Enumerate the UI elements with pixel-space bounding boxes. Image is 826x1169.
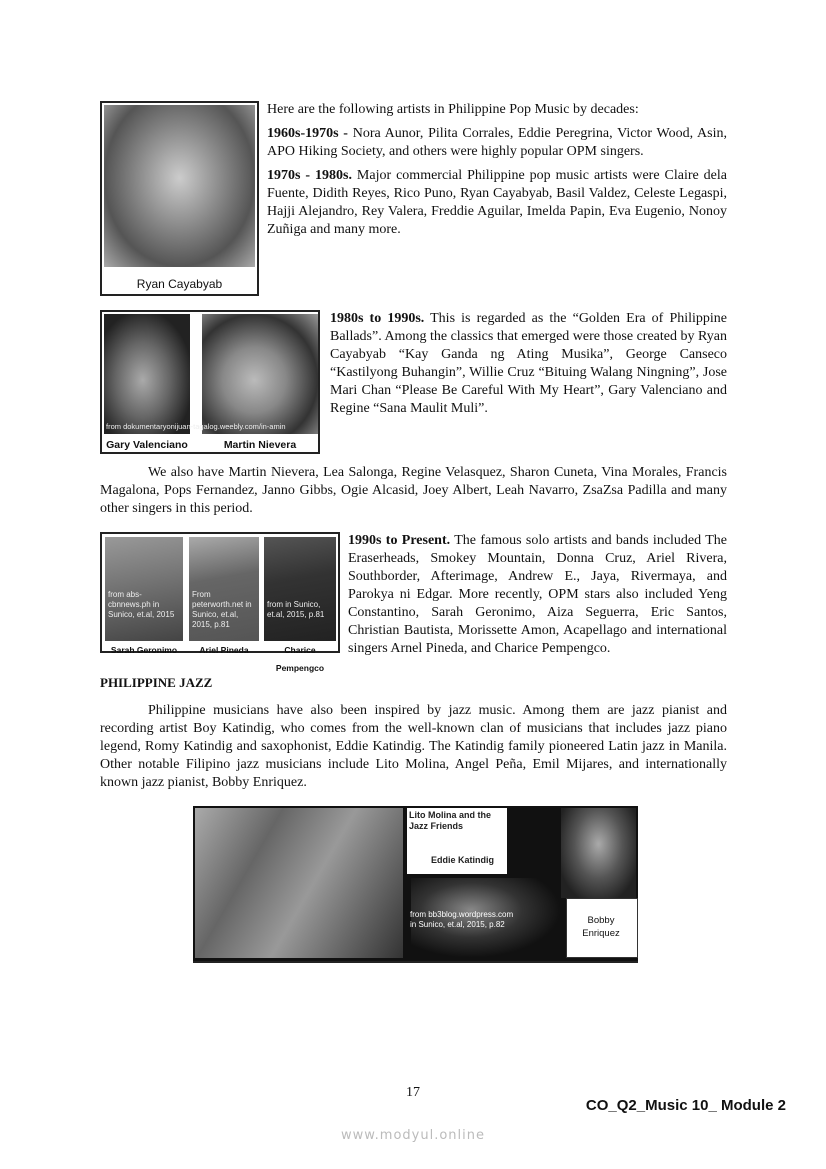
decade-1980s-1990s [330,310,727,418]
decade-label: 1980s to 1990s. [330,311,425,326]
paragraph-text: We also have Martin Nievera, Lea Salonga, Regine Velasquez, Sharon Cuneta, Vina Morales, Francis Magalona, Pops Fernandez, Janno Gibbs, Ogie Alcasid, Joey Albert, Leah Navarro, ZsaZsa Padilla and many other singers in this period. [100,465,727,516]
portrait-image [104,105,255,267]
section-1980s-1990s [330,310,727,418]
eddie-katindig-label: Eddie Katindig [431,855,494,865]
page-content [100,101,727,963]
module-label: CO_Q2_Music 10_ Module 2 [585,1097,786,1114]
decade-text: This is regarded as the “Golden Era of Philippine Ballads”. Among the classics that emerged were those created by Ryan Cayabyab “Kay Ganda ng Ating Musika”, George Canseco “Kastilyong Buhangin”, Willie Cruz “Bituing Walang Ningning”, Jose Mari Chan “Please Be Careful With My Heart”, Gary Valenciano and Regine “Sana Maulit Muli”. [330,311,727,416]
watermark: www.modyul.online [340,1128,486,1143]
decade-1960s-1970s [267,125,727,161]
photo-caption: Ryan Cayabyab [136,277,223,291]
decade-label: 1970s - 1980s. [267,168,352,183]
decade-text: The famous solo artists and bands included The Eraserheads, Smokey Mountain, Donna Cruz, Ariel Rivera, Southborder, Afterimage, Andrew E., Jaya, Rivermaya, and Parokya ni Edgar. More recently, OPM stars also included Yeng Constantino, Sarah Geronimo, Aiza Seguerra, Eric Santos, Christian Bautista, Morissette Amon, Acapellago and international singers Arnel Pineda, and Charice Pempengco. [348,533,727,656]
source-sarah: from abs-cbnnews.ph in Sunico, et.al, 2015 [108,590,175,619]
jazz-paragraph [100,702,727,792]
section-1980s-1990s-row [100,310,727,454]
decade-label: 1960s-1970s - [267,126,348,141]
gary-valenciano-image [104,314,190,434]
section-1960s-1980s-row [100,101,727,296]
jazz-band-image [195,808,403,958]
source-ariel: From peterworth.net in Sunico, et.al, 2015, p.81 [192,590,252,629]
lito-molina-label: Lito Molina and the Jazz Friends [409,810,491,831]
also-have-paragraph [100,464,727,518]
ryan-cayabyab-photo [100,101,259,296]
caption-ariel: Ariel Pineda [199,645,249,655]
bobby-enriquez-image [561,808,636,898]
sarah-geronimo-image [105,537,183,641]
caption-martin: Martin Nievera [223,439,297,451]
decade-label: 1990s to Present. [348,533,451,548]
martin-nievera-image [202,314,318,434]
paragraph-text: Philippine musicians have also been inspired by jazz music. Among them are jazz pianist and recording artist Boy Katindig, who comes from the well-known clan of musicians that includes jazz piano legend, Romy Katindig and saxophonist, Eddie Katindig. The Katindig family pioneered Latin jazz in Manila. Other notable Filipino jazz musicians include Lito Molina, Angel Peña, Emil Mijares, and internationally known jazz pianist, Bobby Enriquez. [100,703,727,790]
photo-source: from dokumentaryonijuan-tagalog.weebly.com/in-amin [106,422,286,431]
caption-sarah: Sarah Geronimo [110,645,178,655]
jazz-musicians-photo [193,806,638,963]
caption-charice: Charice Pempengco [275,645,325,673]
gary-martin-photo [100,310,320,454]
1990s-artists-photo [100,532,340,673]
eddie-photo-source: from bb3blog.wordpress.com in Sunico, et.al, 2015, p.82 [410,910,514,929]
section-1990s-present [100,532,727,673]
decade-text: Major commercial Philippine pop music artists were Claire dela Fuente, Didith Reyes, Rico Puno, Ryan Cayabyab, Basil Valdez, Celeste Legaspi, Hajji Alejandro, Rey Valera, Freddie Aguilar, Imelda Papin, Eva Eugenio, Nonoy Zuñiga and many more. [267,168,727,237]
source-charice: from in Sunico, et.al, 2015, p.81 [267,600,325,619]
charice-pempengco-image [264,537,336,641]
bobby-enriquez-label: Bobby Enriquez [582,915,620,939]
intro-text: Here are the following artists in Philippine Pop Music by decades: [267,102,639,117]
caption-gary: Gary Valenciano [106,439,188,451]
decade-text: Nora Aunor, Pilita Corrales, Eddie Peregrina, Victor Wood, Asin, APO Hiking Society, and others were highly popular OPM singers. [267,126,727,159]
section-1960s-1980s [267,101,727,239]
decade-1970s-1980s [267,167,727,239]
jazz-heading: PHILIPPINE JAZZ [100,675,213,690]
page-number: 17 [406,1085,420,1100]
